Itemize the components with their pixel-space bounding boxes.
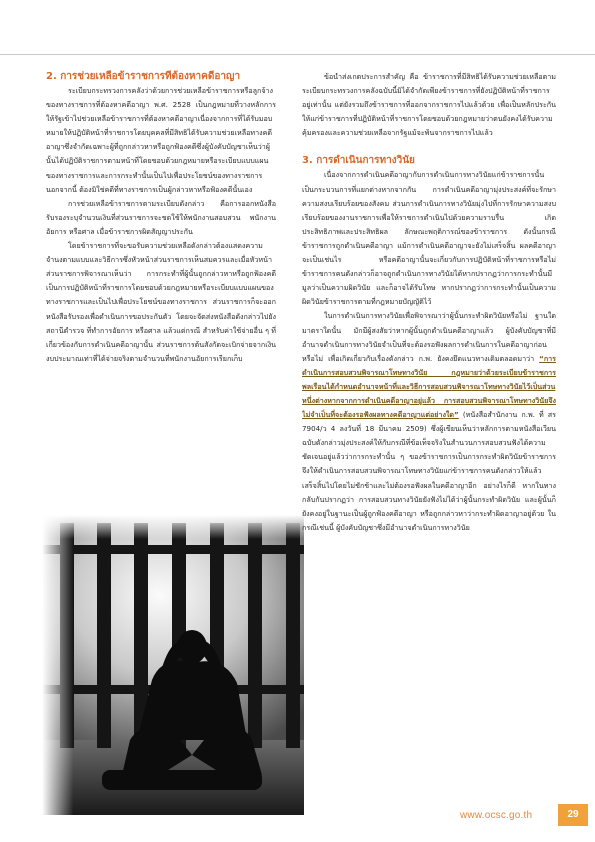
prison-bars-photo [42,515,304,815]
right-paragraph-1: เนื่องจากการดำเนินคดีอาญากับการดำเนินการทางวินัยแก่ข้าราชการนั้นเป็นกระบวนการที่แยกต่างหากจากกัน การดำเนินคดีอาญามุ่งประสงค์ที่จะรักษาความสงบเรียบร้อยของสังคม ส่วนการดำเนินการทางวินัยมุ่งไปที่การรักษาความสงบเรียบร้อยของงานราชการเพื่อให้ราชการดำเนินไปด้วยความราบรื่น เกิดประสิทธิภาพและประสิทธิผล ลักษณะพฤติการณ์ของข้าราชการ ดังนั้นกรณีข้าราชการถูกดำเนินคดีอาญา แม้การดำเนินคดีอาญาจะยังไม่เสร็จสิ้น ผลคดีอาญาจะเป็นเช่นไร หรือคดีอาญานั้นจะเกี่ยวกับการปฏิบัติหน้าที่ราชการหรือไม่ ข้าราชการคนดังกล่าวก็อาจถูกดำเนินการทางวินัยได้หากปรากฏว่าการกระทำนั้นมีมูลว่าเป็นความผิดวินัย และก็อาจได้รับโทษ หากปรากฏว่าการกระทำนั้นเป็นความผิดวินัยข้าราชการตามที่กฎหมายบัญญัติไว้ [302,170,556,307]
prisoner-silhouette-image [42,515,304,815]
right-paragraph-2 [302,309,556,535]
section-2-heading: 2. การช่วยเหลือข้าราชการที่ต้องหาคดีอาญา [46,71,241,82]
paragraph-2-lead: ในการดำเนินการทางวินัยเพื่อพิจารณาว่าผู้นั้นกระทำผิดวินัยหรือไม่ ฐานใด มาตราใดนั้น มักมีผู้สงสัยว่าหากผู้นั้นถูกดำเนินคดีอาญาแล้ว ผู้บังคับบัญชาที่มีอำนาจดำเนินการทางวินัยจำเป็นที่จะต้องรอฟังผลการดำเนินการในคดีอาญาก่อนหรือไม่ เพื่อเกิดเกี่ยวกับเรื่องดังกล่าว ก.พ. ยังคงยึดแนวทางเดิมตลอดมาว่า [302,311,556,363]
page-number-badge: 29 [558,804,588,826]
right-intro-paragraph: ข้อนำส่งเกตประการสำคัญ คือ ข้าราชการที่มีสิทธิได้รับความช่วยเหลือตามระเบียบกระทรวงการคลังฉบับนี้มิได้จำกัดเพียงข้าราชการที่ยังปฏิบัติหน้าที่ราชการอยู่เท่านั้น แต่ยังรวมถึงข้าราชการที่ออกจากราชการไปแล้วด้วย เพื่อเป็นหลักประกันให้แก่ข้าราชการที่ปฏิบัติหน้าที่ราชการโดยชอบด้วยกฎหมายว่าตนยังคงได้รับความคุ้มครองและความช่วยเหลือจากรัฐแม้จะพ้นจากราชการไปแล้ว [302,72,556,138]
section-3-heading: 3. การดำเนินการทางวินัย [302,155,415,167]
left-paragraph-2: การช่วยเหลือข้าราชการตามระเบียบดังกล่าว คือการออกหนังสือรับรองระบุจำนวนเงินที่ส่วนราชการจะชดใช้ให้พนักงานสอบสวน พนักงานอัยการ หรือศาล เมื่อข้าราชการผิดสัญญาประกัน [46,198,276,236]
paragraph-2-continuation: (หนังสือสำนักงาน ก.พ. ที่ สร 7904/ว 4 ลงวันที่ 18 มีนาคม 2509) ซึ่งผู้เขียนเห็นว่าหลักการตามหนังสือเวียนฉบับดังกล่าวมุ่งประสงค์ให้กับกรณีที่ข้อเท็จจริงในสำนวนการสอบสวนฟังได้ความชัดเจนอยู่แล้วว่าการกระทำนั้น ๆ ของข้าราชการเป็นการกระทำผิดวินัยข้าราชการ จึงให้ดำเนินการสอบสวนพิจารณาโทษทางวินัยแก่ข้าราชการคนดังกล่าวให้แล้วเสร็จสิ้นไปโดยไม่ชักช้าและไม่ต้องรอฟังผลในคดีอาญาอีก อย่างไรก็ดี หากในทางกลับกันปรากฏว่า การสอบสวนทางวินัยยังฟังไม่ได้ว่าผู้นั้นกระทำผิดวินัย และผู้นั้นก็ยังคงอยู่ในฐานะเป็นผู้ถูกฟ้องคดีอาญา หรือถูกกล่าวหาว่ากระทำผิดอาญาอยู่ด้วย ในกรณีเช่นนี้ ผู้บังคับบัญชาซึ่งมีอำนาจดำเนินการทางวินัย [302,410,556,532]
left-column [46,70,276,525]
ocsc-guideline-quote: “การดำเนินการสอบสวนพิจารณาโทษทางวินัย กฎหมายว่าด้วยระเบียบข้าราชการพลเรือนได้กำหนดอำนาจหน้าที่และวิธีการสอบสวนพิจารณาโทษทางวินัยไว้เป็นส่วนหนึ่งต่างหากจากการดำเนินคดีอาญาอยู่แล้ว การสอบสวนพิจารณาโทษทางวินัยจึงไม่จำเป็นที่จะต้องรอฟังผลทางคดีอาญาแต่อย่างใด” [302,353,556,420]
left-paragraph-1: ระเบียบกระทรวงการคลังว่าด้วยการช่วยเหลือข้าราชการหรือลูกจ้างของทางราชการที่ต้องหาคดีอาญา พ.ศ. 2528 เป็นกฎหมายที่วางหลักการให้รัฐเข้าไปช่วยเหลือข้าราชการที่ต้องหาคดีอาญาเนื่องจากการที่ได้รับมอบหมายให้ปฏิบัติหน้าที่ราชการโดยบุคคลที่มีสิทธิได้รับความช่วยเหลือทางคดีอาญาซึ่งจำกัดเฉพาะผู้ที่ถูกกล่าวหาหรือถูกฟ้องคดีซึ่งผู้บังคับบัญชาเห็นว่าผู้นั้นได้ปฏิบัติราชการตามหน้าที่โดยชอบด้วยกฎหมายหรือระเบียบแบบแผนของทางราชการและการกระทำนั้นเป็นไปเพื่อประโยชน์ของทางราชการนอกจากนี้ ต้องมิใช่คดีที่ทางราชการเป็นผู้กล่าวหาหรือฟ้องคดีนั้นเอง [46,86,276,194]
footer-website-link[interactable]: www.ocsc.go.th [460,810,533,821]
right-column [302,70,556,830]
header-divider [0,54,595,55]
left-paragraph-3: โดยข้าราชการที่จะขอรับความช่วยเหลือดังกล่าวต้องแสดงความจำนงตามแบบและวิธีการซึ่งหัวหน้าส่วนราชการเห็นสมควรและเมื่อหัวหน้าส่วนราชการพิจารณาเห็นว่า การกระทำที่ผู้นั้นถูกกล่าวหาหรือถูกฟ้องคดีเป็นการปฏิบัติหน้าที่ราชการโดยชอบด้วยกฎหมายหรือระเบียบแบบแผนของทางราชการและเป็นไปเพื่อประโยชน์ของทางราชการ ส่วนราชการก็จะออกหนังสือรับรองเพื่อดำเนินการขอประกันตัว โดยจะจัดส่งหนังสือดังกล่าวไปยังสถานีตำรวจ ที่ทำการอัยการ หรือศาล แล้วแต่กรณี สำหรับค่าใช้จ่ายอื่น ๆ ที่เกี่ยวข้องกับการดำเนินคดีอาญานั้น ส่วนราชการต้นสังกัดจะเบิกจ่ายจากเงินงบประมาณเท่าที่ได้จ่ายจริงตามจำนวนที่พนักงานอัยการเรียกเก็บ [46,241,276,363]
top-header-band [0,0,595,54]
